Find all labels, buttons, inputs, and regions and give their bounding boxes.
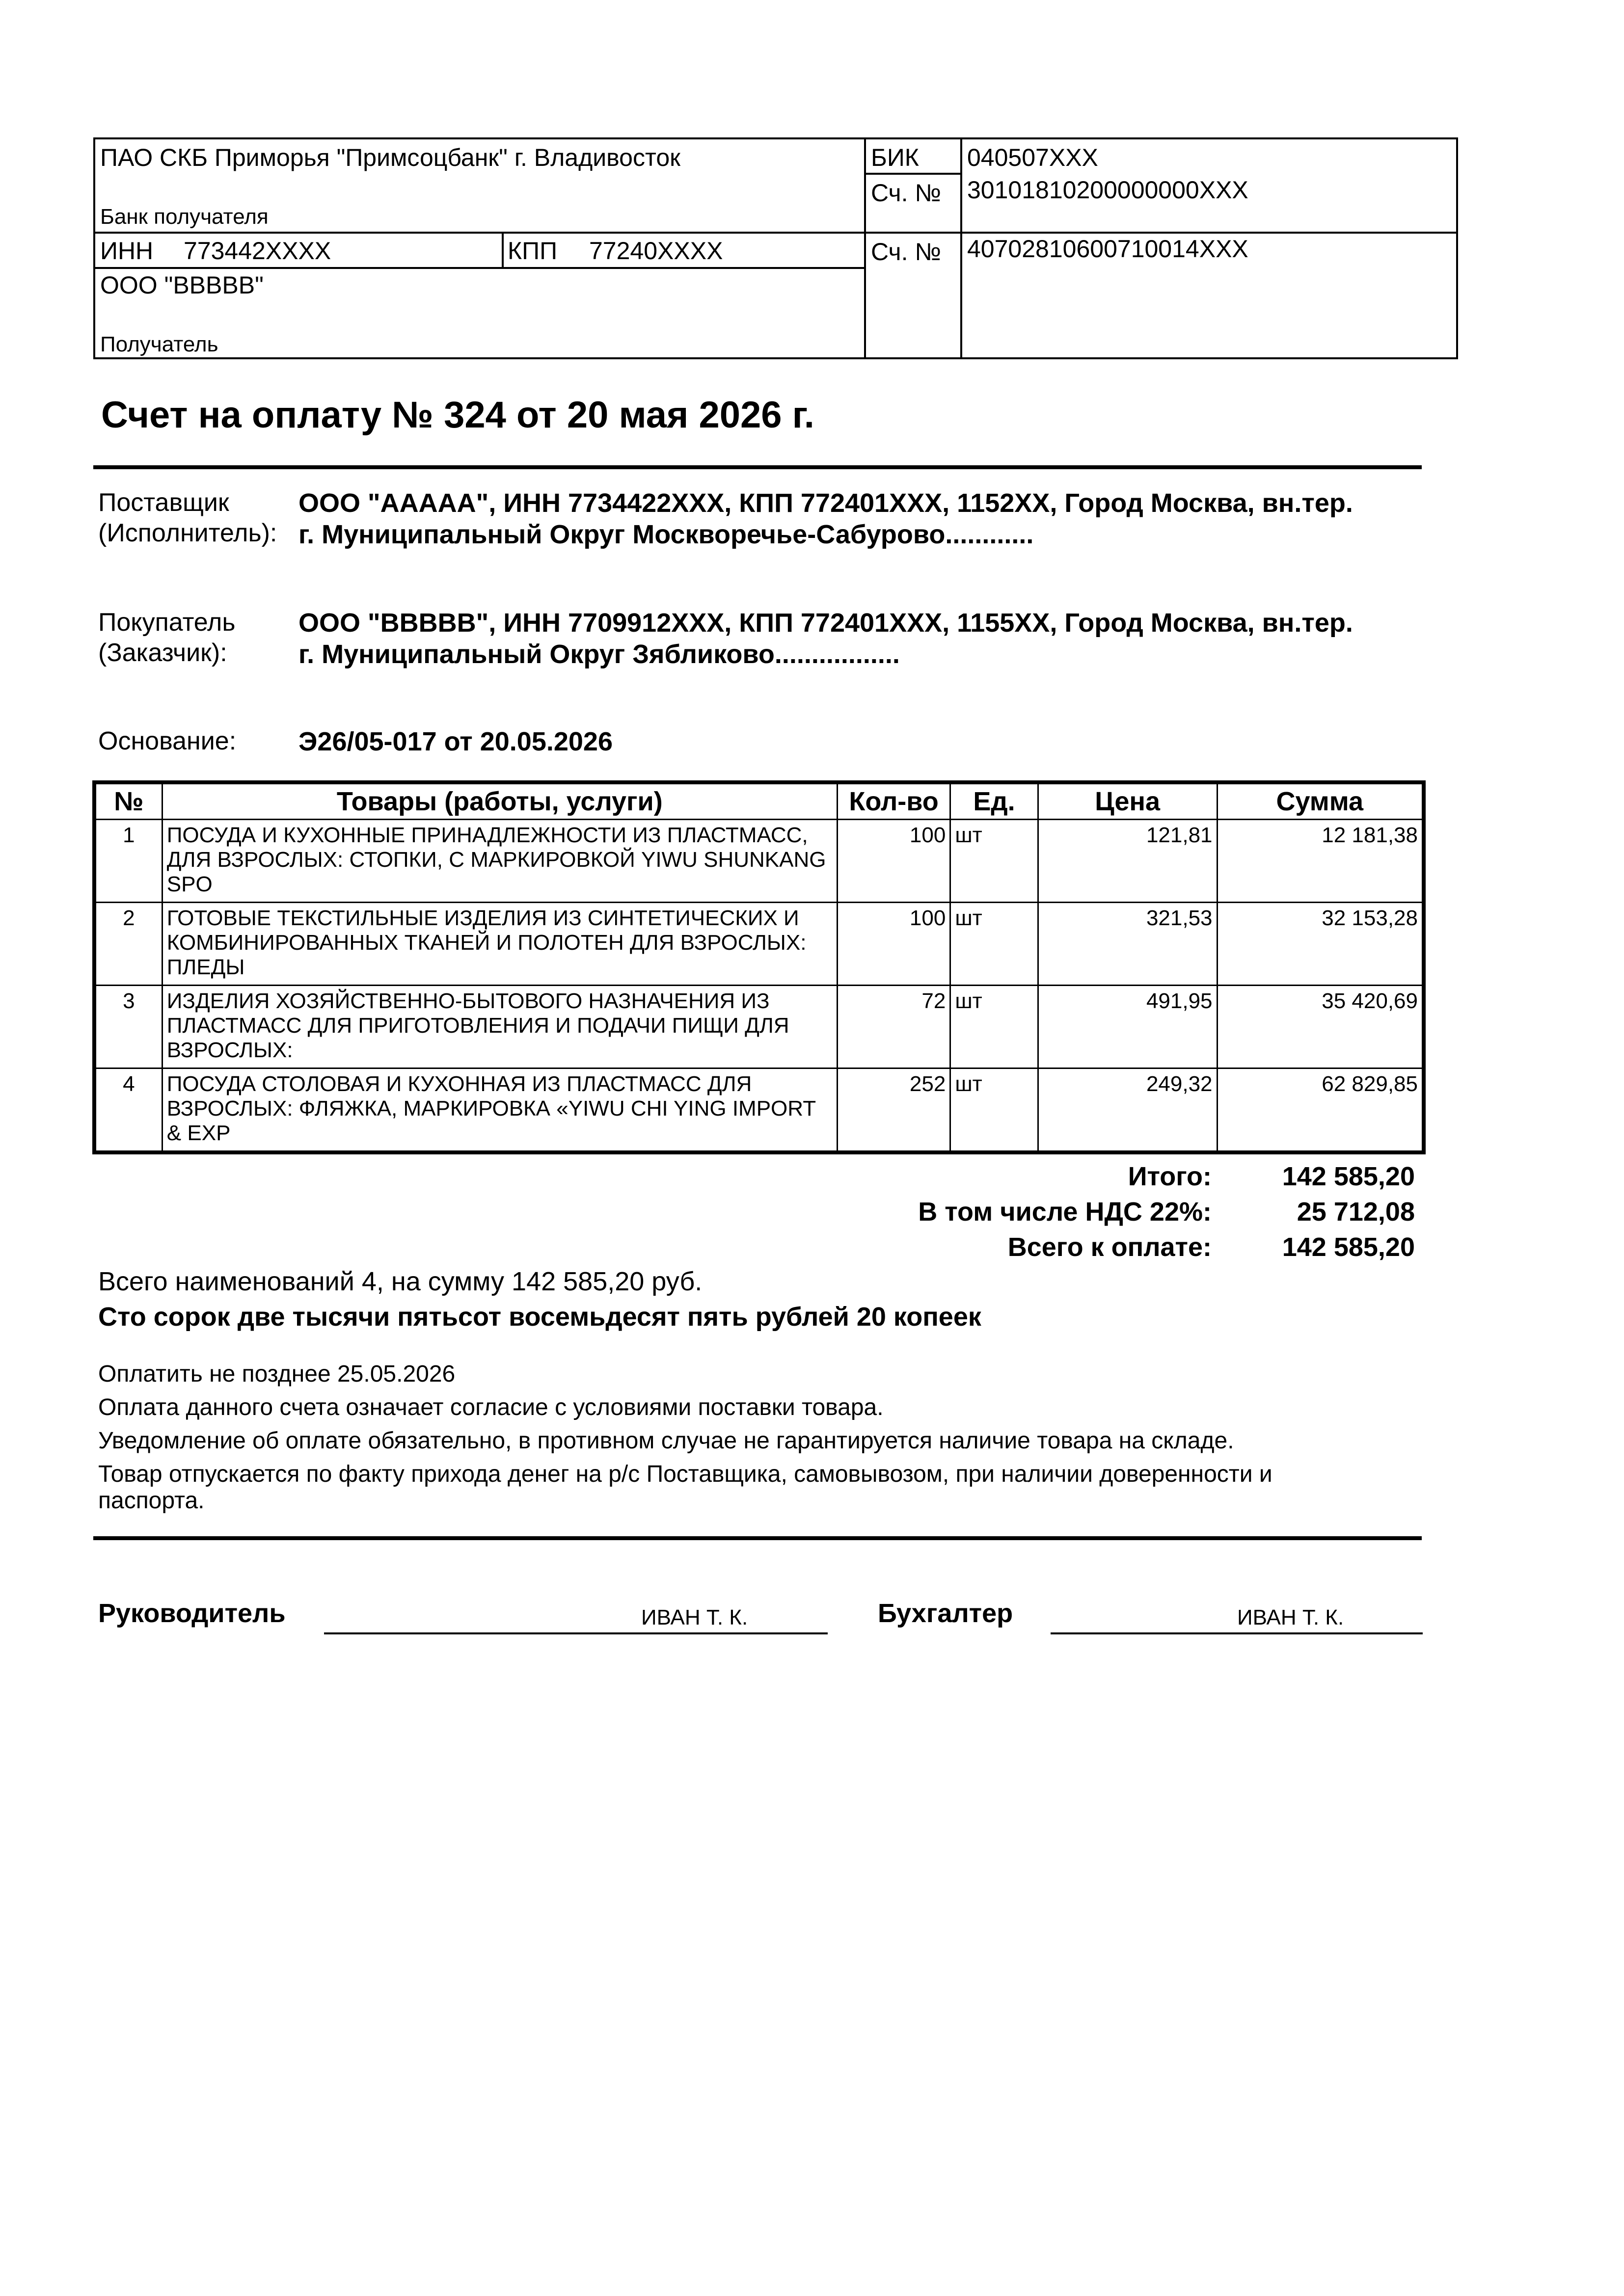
column-header-price: Цена xyxy=(1038,782,1217,820)
kpp-value: 77240XXXX xyxy=(589,237,723,265)
row-sum: 12 181,38 xyxy=(1217,820,1424,903)
goods-table-header-row xyxy=(94,782,1424,820)
bik-label: БИК xyxy=(871,144,919,171)
amount-in-words: Сто сорок две тысячи пятьсот восемьдесят пять рублей 20 копеек xyxy=(98,1302,981,1332)
goods-table xyxy=(92,780,1426,1154)
bank-divider-horizontal-1 xyxy=(95,232,1456,234)
head-signature-name: ИВАН Т. К. xyxy=(641,1605,748,1629)
row-number: 4 xyxy=(94,1068,162,1153)
vat-label: В том числе НДС 22%: xyxy=(918,1197,1212,1227)
table-row xyxy=(94,903,1424,986)
column-header-goods: Товары (работы, услуги) xyxy=(162,782,837,820)
row-goods-name: ИЗДЕЛИЯ ХОЗЯЙСТВЕННО-БЫТОВОГО НАЗНАЧЕНИЯ ИЗ ПЛАСТМАСС ДЛЯ ПРИГОТОВЛЕНИЯ И ПОДАЧИ ПИЩИ ДЛЯ ВЗРОСЛЫХ: xyxy=(162,986,837,1068)
bank-divider-bik xyxy=(864,173,962,175)
supplier-label: Поставщик xyxy=(98,488,229,517)
amount-due-value: 142 585,20 xyxy=(1282,1232,1415,1262)
row-price: 491,95 xyxy=(1038,986,1217,1068)
row-goods-name: ПОСУДА СТОЛОВАЯ И КУХОННАЯ ИЗ ПЛАСТМАСС ДЛЯ ВЗРОСЛЫХ: ФЛЯЖКА, МАРКИРОВКА «YIWU CHI YING IMPORT & EXP xyxy=(162,1068,837,1153)
bank-divider-vertical-1 xyxy=(864,139,866,357)
head-signature-label: Руководитель xyxy=(98,1599,286,1628)
goods-release-note-line-1: Товар отпускается по факту прихода денег на р/с Поставщика, самовывозом, при наличии доверенности и xyxy=(98,1461,1272,1487)
recipient-label: Получатель xyxy=(100,332,218,356)
inn-value: 773442XXXX xyxy=(184,237,331,265)
payment-consent-note: Оплата данного счета означает согласие с условиями поставки товара. xyxy=(98,1394,884,1420)
column-header-quantity: Кол-во xyxy=(837,782,950,820)
supplier-details-line-1: ООО "ААААА", ИНН 7734422XXX, КПП 772401XXX, 1152XX, Город Москва, вн.тер. xyxy=(298,488,1353,518)
row-quantity: 252 xyxy=(837,1068,950,1153)
payment-deadline: Оплатить не позднее 25.05.2026 xyxy=(98,1361,456,1387)
row-unit: шт xyxy=(950,986,1038,1068)
accountant-signature-label: Бухгалтер xyxy=(878,1599,1013,1628)
row-goods-name: ПОСУДА И КУХОННЫЕ ПРИНАДЛЕЖНОСТИ ИЗ ПЛАСТМАСС, ДЛЯ ВЗРОСЛЫХ: СТОПКИ, С МАРКИРОВКОЙ YIWU SHUNKANG SPO xyxy=(162,820,837,903)
row-unit: шт xyxy=(950,1068,1038,1153)
row-goods-name: ГОТОВЫЕ ТЕКСТИЛЬНЫЕ ИЗДЕЛИЯ ИЗ СИНТЕТИЧЕСКИХ И КОМБИНИРОВАННЫХ ТКАНЕЙ И ПОЛОТЕН ДЛЯ ВЗРОСЛЫХ: ПЛЕДЫ xyxy=(162,903,837,986)
accountant-signature-line xyxy=(1051,1632,1423,1634)
basis-label: Основание: xyxy=(98,727,237,755)
recipient-name: ООО "ВВВВВ" xyxy=(100,271,264,299)
title-underline xyxy=(93,465,1422,469)
accountant-signature-name: ИВАН Т. К. xyxy=(1237,1605,1344,1629)
bank-divider-vertical-2 xyxy=(960,139,962,357)
items-count-summary: Всего наименований 4, на сумму 142 585,20 руб. xyxy=(98,1267,703,1296)
buyer-label: Покупатель xyxy=(98,608,236,637)
row-price: 249,32 xyxy=(1038,1068,1217,1153)
bank-name: ПАО СКБ Приморья "Примсоцбанк" г. Владивосток xyxy=(100,144,681,171)
notes-separator-line xyxy=(93,1536,1422,1540)
row-number: 3 xyxy=(94,986,162,1068)
basis-value: Э26/05-017 от 20.05.2026 xyxy=(298,727,613,756)
bank-details-table xyxy=(93,137,1458,359)
amount-due-label: Всего к оплате: xyxy=(1007,1232,1212,1262)
row-quantity: 100 xyxy=(837,903,950,986)
row-sum: 62 829,85 xyxy=(1217,1068,1424,1153)
table-row xyxy=(94,986,1424,1068)
row-quantity: 100 xyxy=(837,820,950,903)
supplier-details-line-2: г. Муниципальный Округ Москворечье-Сабурово............ xyxy=(298,520,1034,549)
corr-account-value: 30101810200000000XXX xyxy=(967,176,1248,204)
vat-value: 25 712,08 xyxy=(1297,1197,1415,1227)
column-header-unit: Ед. xyxy=(950,782,1038,820)
kpp-label: КПП xyxy=(508,237,558,265)
corr-account-label: Сч. № xyxy=(871,179,942,207)
supplier-label-role: (Исполнитель): xyxy=(98,519,277,547)
payment-notice-note: Уведомление об оплате обязательно, в противном случае не гарантируется наличие товара на складе. xyxy=(98,1428,1234,1454)
column-header-number: № xyxy=(94,782,162,820)
row-number: 1 xyxy=(94,820,162,903)
table-row xyxy=(94,820,1424,903)
account-label: Сч. № xyxy=(871,238,942,266)
row-quantity: 72 xyxy=(837,986,950,1068)
row-price: 321,53 xyxy=(1038,903,1217,986)
total-value: 142 585,20 xyxy=(1282,1162,1415,1191)
bank-recipient-label: Банк получателя xyxy=(100,205,269,229)
invoice-title: Счет на оплату № 324 от 20 мая 2026 г. xyxy=(101,394,814,436)
column-header-sum: Сумма xyxy=(1217,782,1424,820)
account-value: 40702810600710014XXX xyxy=(967,235,1248,263)
goods-release-note-line-2: паспорта. xyxy=(98,1488,205,1514)
bank-divider-inn-kpp xyxy=(502,232,504,267)
bik-value: 040507XXX xyxy=(967,144,1098,171)
buyer-label-role: (Заказчик): xyxy=(98,639,227,667)
buyer-details-line-1: ООО "ВВВВВ", ИНН 7709912XXX, КПП 772401XXX, 1155XX, Город Москва, вн.тер. xyxy=(298,608,1353,638)
row-price: 121,81 xyxy=(1038,820,1217,903)
buyer-details-line-2: г. Муниципальный Округ Зябликово................. xyxy=(298,640,900,669)
total-label: Итого: xyxy=(1128,1162,1212,1191)
table-row xyxy=(94,1068,1424,1153)
row-sum: 32 153,28 xyxy=(1217,903,1424,986)
row-unit: шт xyxy=(950,903,1038,986)
row-sum: 35 420,69 xyxy=(1217,986,1424,1068)
inn-label: ИНН xyxy=(100,237,154,265)
bank-divider-horizontal-2 xyxy=(95,267,866,269)
head-signature-line xyxy=(324,1632,828,1634)
row-unit: шт xyxy=(950,820,1038,903)
row-number: 2 xyxy=(94,903,162,986)
